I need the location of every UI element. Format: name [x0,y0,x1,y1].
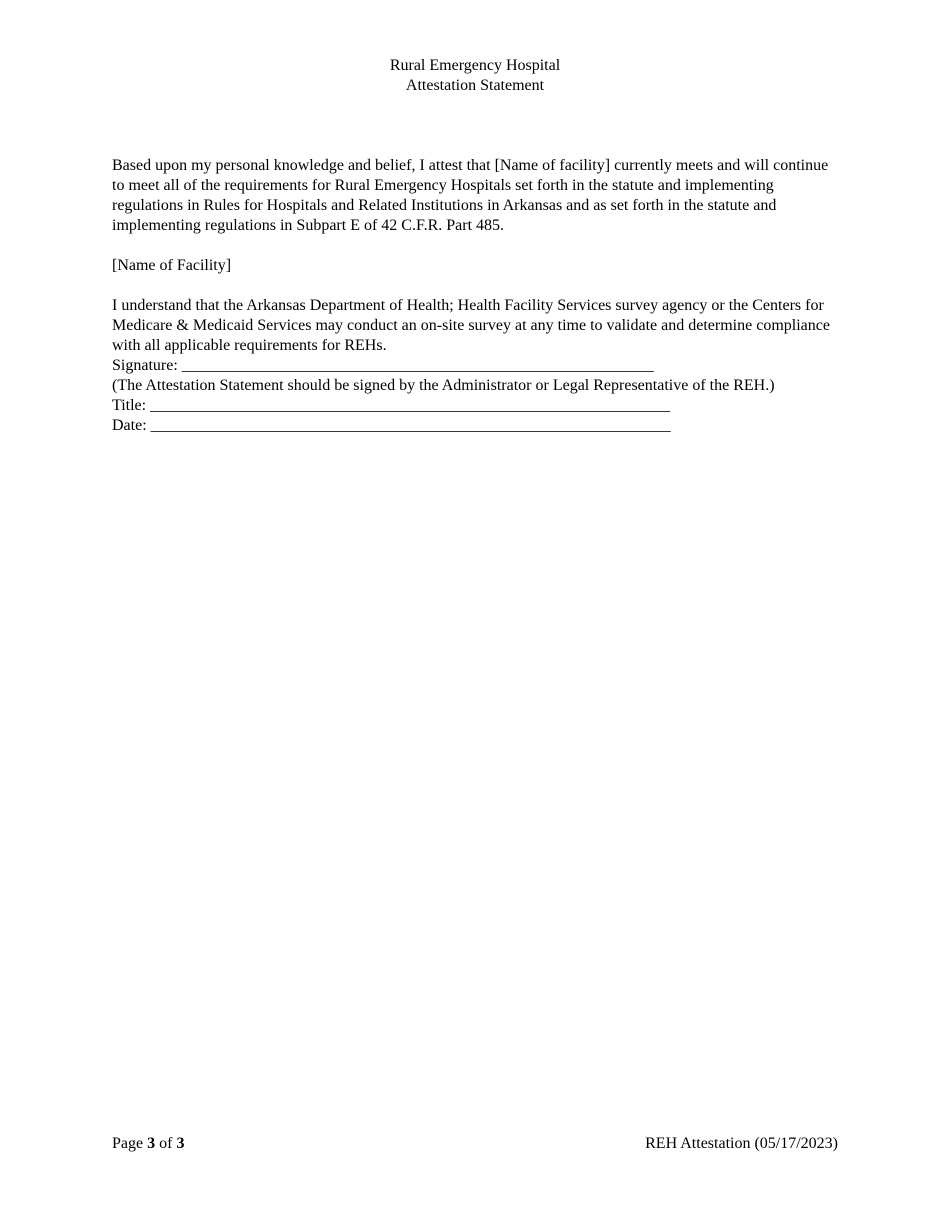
title-field: Title: _________________________________________________________________ [112,397,671,414]
document-identifier: REH Attestation (05/17/2023) [645,1135,838,1152]
page-label: Page [112,1135,144,1152]
document-body [112,156,842,436]
page-number [112,1134,184,1154]
signature-note: (The Attestation Statement should be signed by the Administrator or Legal Representative of the REH.) [112,377,775,394]
document-subtitle: Attestation Statement [405,77,545,94]
attestation-paragraph: Based upon my personal knowledge and belief, I attest that [Name of facility] currently meets and will continue to meet all of the requirements for Rural Emergency Hospitals set forth in the statute and implementing regulations in Rules for Hospitals and Related Institutions in Arkansas and as set forth in the statute and implementing regulations in Subpart E of 42 C.F.R. Part 485. [112,157,829,234]
page-of-label: of [159,1135,173,1152]
facility-name-placeholder: [Name of Facility] [112,257,232,274]
paragraph-spacer [112,236,842,256]
total-page-count: 3 [176,1135,185,1152]
date-field: Date: _________________________________________________________________ [112,417,671,434]
paragraph-spacer [112,276,842,296]
current-page-number: 3 [147,1135,156,1152]
survey-paragraph: I understand that the Arkansas Department of Health; Health Facility Services survey agency or the Centers for Medicare & Medicaid Services may conduct an on-site survey at any time to validate and determine compliance with all applicable requirements for REHs. [112,297,830,354]
document-title: Rural Emergency Hospital [389,57,561,74]
signature-field: Signature: ___________________________________________________________ [112,357,654,374]
document-header [0,56,950,96]
